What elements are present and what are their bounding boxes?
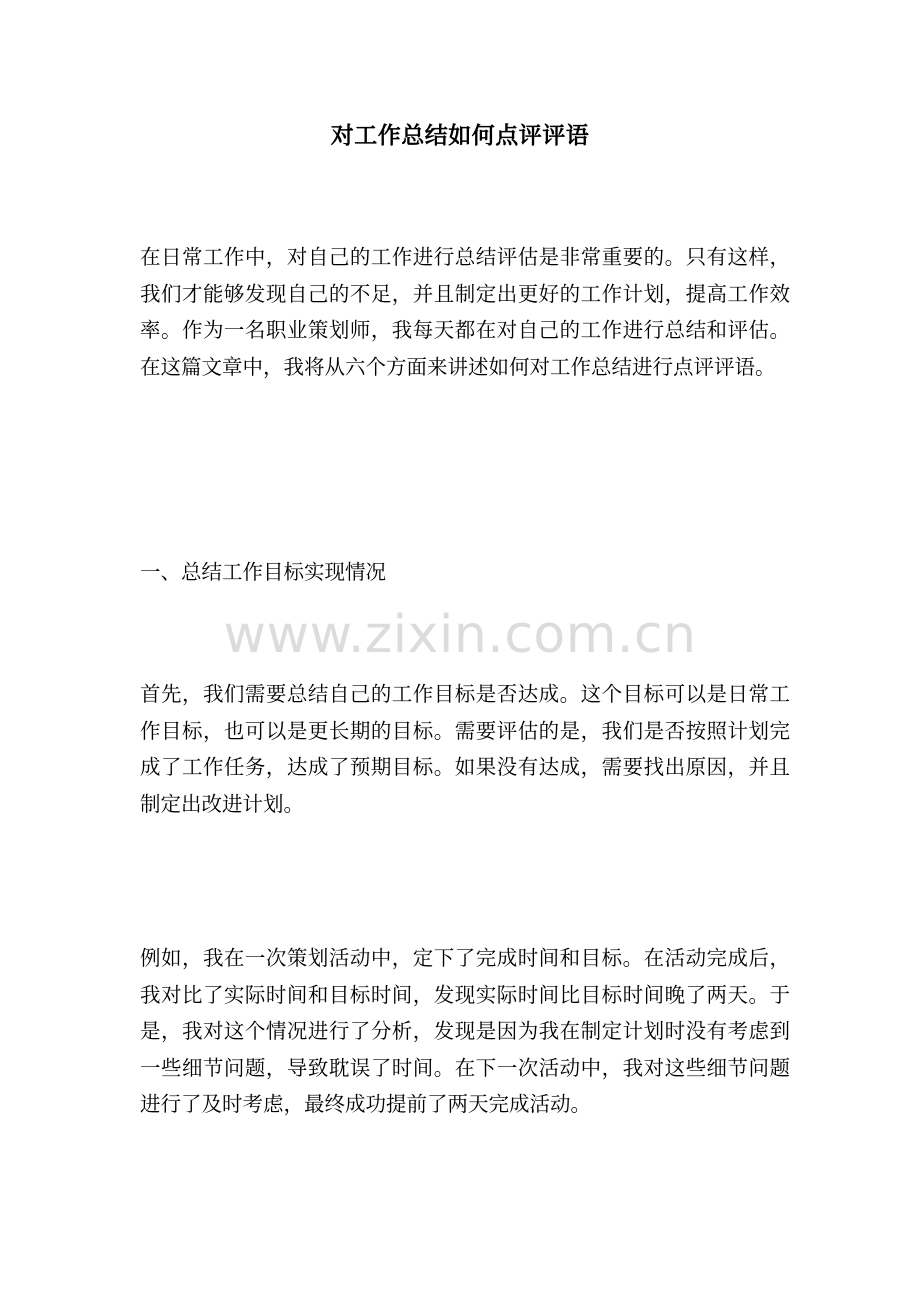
watermark: www.zixin.com.cn xyxy=(223,605,697,665)
document-title: 对工作总结如何点评评语 xyxy=(330,123,590,149)
intro-paragraph: 在日常工作中，对自己的工作进行总结评估是非常重要的。只有这样，我们才能够发现自己的不足，并且制定出更好的工作计划，提高工作效率。作为一名职业策划师，我每天都在对自己的工作进行总结和评估。在这篇文章中，我将从六个方面来讲述如何对工作总结进行点评评语。 xyxy=(140,245,790,379)
section-heading: 一、总结工作目标实现情况 xyxy=(140,560,386,584)
body-paragraph: 首先，我们需要总结自己的工作目标是否达成。这个目标可以是日常工作目标，也可以是更长期的目标。需要评估的是，我们是否按照计划完成了工作任务，达成了预期目标。如果没有达成，需要找出原因，并且制定出改进计划。 xyxy=(140,682,790,816)
example-paragraph: 例如，我在一次策划活动中，定下了完成时间和目标。在活动完成后，我对比了实际时间和目标时间，发现实际时间比目标时间晚了两天。于是，我对这个情况进行了分析，发现是因为我在制定计划时没有考虑到一些细节问题，导致耽误了时间。在下一次活动中，我对这些细节问题进行了及时考虑，最终成功提前了两天完成活动。 xyxy=(140,946,790,1116)
